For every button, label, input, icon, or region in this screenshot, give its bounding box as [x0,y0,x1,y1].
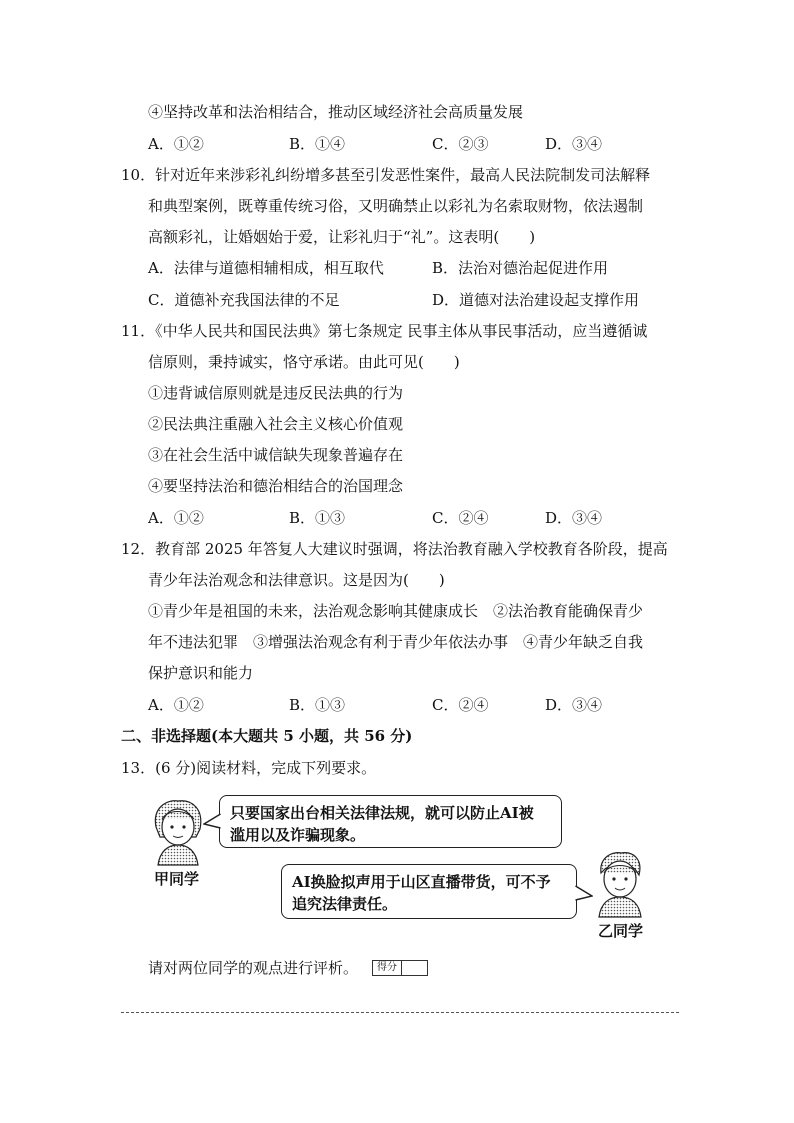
q10-option-d[interactable]: D．道德对法治建设起支撑作用 [432,291,640,309]
q12-option-a[interactable]: A．①② [148,696,204,714]
q11-item-3: ③在社会生活中诚信缺失现象普遍存在 [148,446,404,464]
speech-bubble-a [219,795,562,848]
q11-item-4: ④要坚持法治和德治相结合的治国理念 [148,477,404,495]
q10-stem-line-1: 10．针对近年来涉彩礼纠纷增多甚至引发恶性案件，最高人民法院制发司法解释 [121,166,651,184]
q9-option-a[interactable]: A．①② [148,135,204,153]
score-box[interactable] [372,960,428,976]
q11-item-2: ②民法典注重融入社会主义核心价值观 [148,415,404,433]
student-a-label: 甲同学 [154,870,200,888]
q12-items-line-3: 保护意识和能力 [148,664,254,682]
score-label: 得分 [373,961,402,975]
q12-stem-line-1: 12．教育部 2025 年答复人大建议时强调，将法治教育融入学校教育各阶段，提高 [121,540,668,558]
answer-line[interactable] [121,1012,679,1013]
bubble-a-line-1: 只要国家出台相关法律法规，就可以防止AI被 [230,804,534,822]
q11-item-1: ①违背诚信原则就是违反民法典的行为 [148,384,404,402]
q11-option-a[interactable]: A．①② [148,509,204,527]
bubble-a-tail [203,812,221,832]
student-b-figure [589,849,651,919]
q10-option-b[interactable]: B．法治对德治起促进作用 [432,259,609,277]
q11-option-b[interactable]: B．①③ [289,509,346,527]
q10-stem-line-2: 和典型案例，既尊重传统习俗，又明确禁止以彩礼为名索取财物，依法遏制 [148,197,644,215]
q13-task: 请对两位同学的观点进行评析。 [148,959,359,977]
q10-option-c[interactable]: C．道德补充我国法律的不足 [148,291,340,309]
student-b-label: 乙同学 [598,922,644,940]
q10-option-a[interactable]: A．法律与道德相辅相成，相互取代 [148,259,384,277]
q9-option-b[interactable]: B．①④ [289,135,346,153]
q13-stem: 13．(6 分)阅读材料，完成下列要求。 [121,759,377,777]
q12-option-b[interactable]: B．①③ [289,696,346,714]
speech-bubble-b [281,864,577,919]
bubble-a-line-2: 滥用以及诈骗现象。 [230,826,366,844]
q9-option-d[interactable]: D．③④ [545,135,603,153]
q12-items-line-1: ①青少年是祖国的未来，法治观念影响其健康成长 ②法治教育能确保青少 [148,602,644,620]
section-heading: 二、非选择题(本大题共 5 小题，共 56 分) [121,727,413,745]
q12-stem-line-2: 青少年法治观念和法律意识。这是因为( ) [148,571,445,589]
bubble-b-line-1: AI换脸拟声用于山区直播带货，可不予 [292,873,551,891]
q9-option-c[interactable]: C．②③ [432,135,489,153]
q9-item-4: ④坚持改革和法治相结合，推动区域经济社会高质量发展 [148,103,524,121]
q11-option-c[interactable]: C．②④ [432,509,489,527]
q10-stem-line-3: 高额彩礼，让婚姻始于爱，让彩礼归于“礼”。这表明( ) [148,228,536,246]
q11-stem-line-1: 11．《中华人民共和国民法典》第七条规定 民事主体从事民事活动，应当遵循诚 [121,322,648,340]
student-a-figure [146,797,210,867]
q12-option-c[interactable]: C．②④ [432,696,489,714]
q11-option-d[interactable]: D．③④ [545,509,603,527]
q12-items-line-2: 年不违法犯罪 ③增强法治观念有利于青少年依法办事 ④青少年缺乏自我 [148,633,644,651]
q12-option-d[interactable]: D．③④ [545,696,603,714]
bubble-b-line-2: 追究法律责任。 [292,895,398,913]
q11-stem-line-2: 信原则，秉持诚实，恪守承诺。由此可见( ) [148,353,460,371]
